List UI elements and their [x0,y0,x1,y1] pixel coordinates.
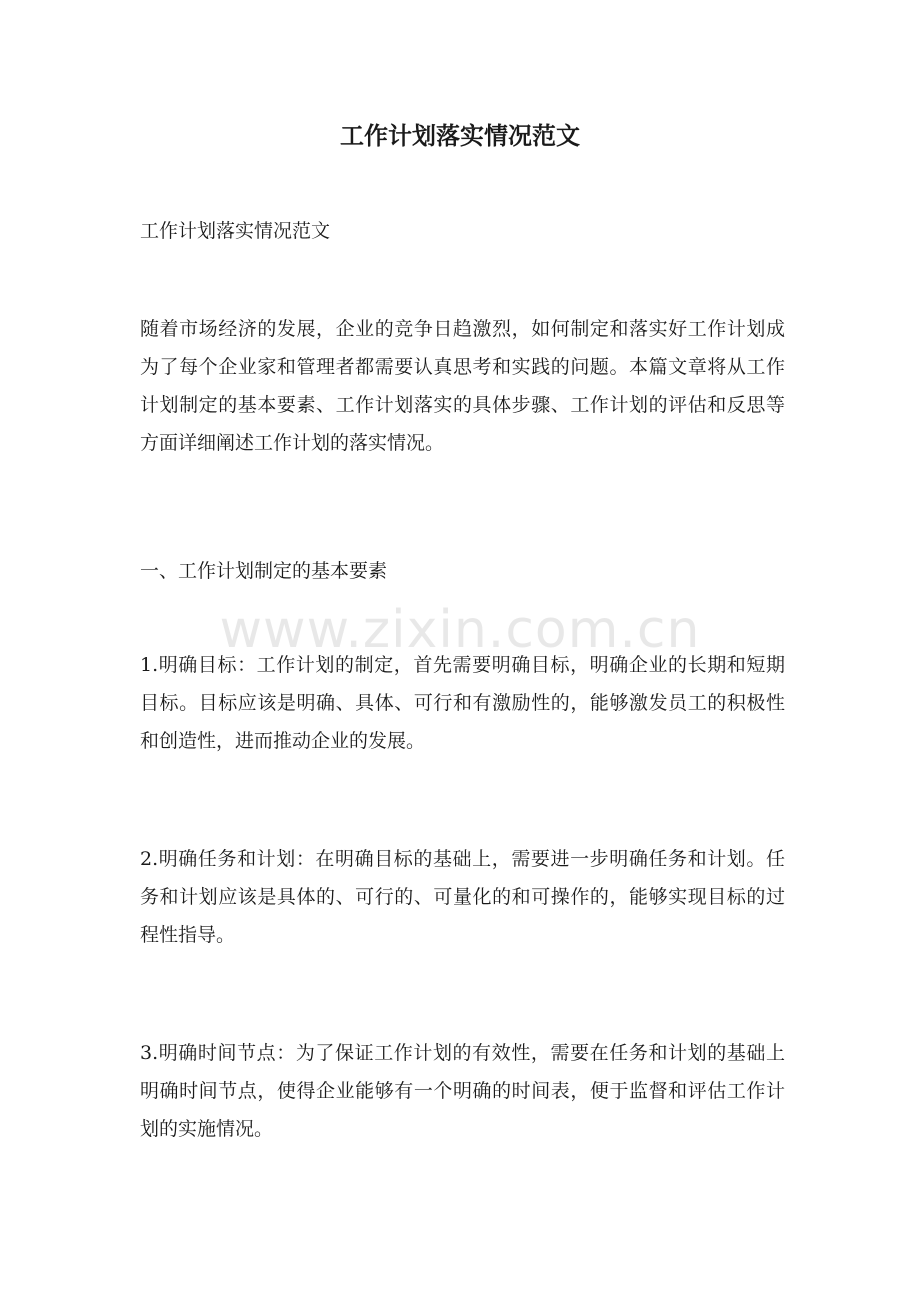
list-item-1: 1.明确目标：工作计划的制定，首先需要明确目标，明确企业的长期和短期目标。目标应该是明确、具体、可行和有激励性的，能够激发员工的积极性和创造性，进而推动企业的发展。 [140,654,785,752]
section-heading-1: 一、工作计划制定的基本要素 [140,560,388,582]
document-title: 工作计划落实情况范文 [340,121,580,150]
document-subtitle: 工作计划落实情况范文 [140,220,331,242]
list-item-2: 2.明确任务和计划：在明确目标的基础上，需要进一步明确任务和计划。任务和计划应该是具体的、可行的、可量化的和可操作的，能够实现目标的过程性指导。 [140,848,785,946]
list-item-3: 3.明确时间节点：为了保证工作计划的有效性，需要在任务和计划的基础上明确时间节点，使得企业能够有一个明确的时间表，便于监督和评估工作计划的实施情况。 [140,1042,785,1140]
watermark-text: www.zixin.com.cn [219,600,701,660]
intro-paragraph: 随着市场经济的发展，企业的竞争日趋激烈，如何制定和落实好工作计划成为了每个企业家和管理者都需要认真思考和实践的问题。本篇文章将从工作计划制定的基本要素、工作计划落实的具体步骤、工作计划的评估和反思等方面详细阐述工作计划的落实情况。 [140,318,785,454]
